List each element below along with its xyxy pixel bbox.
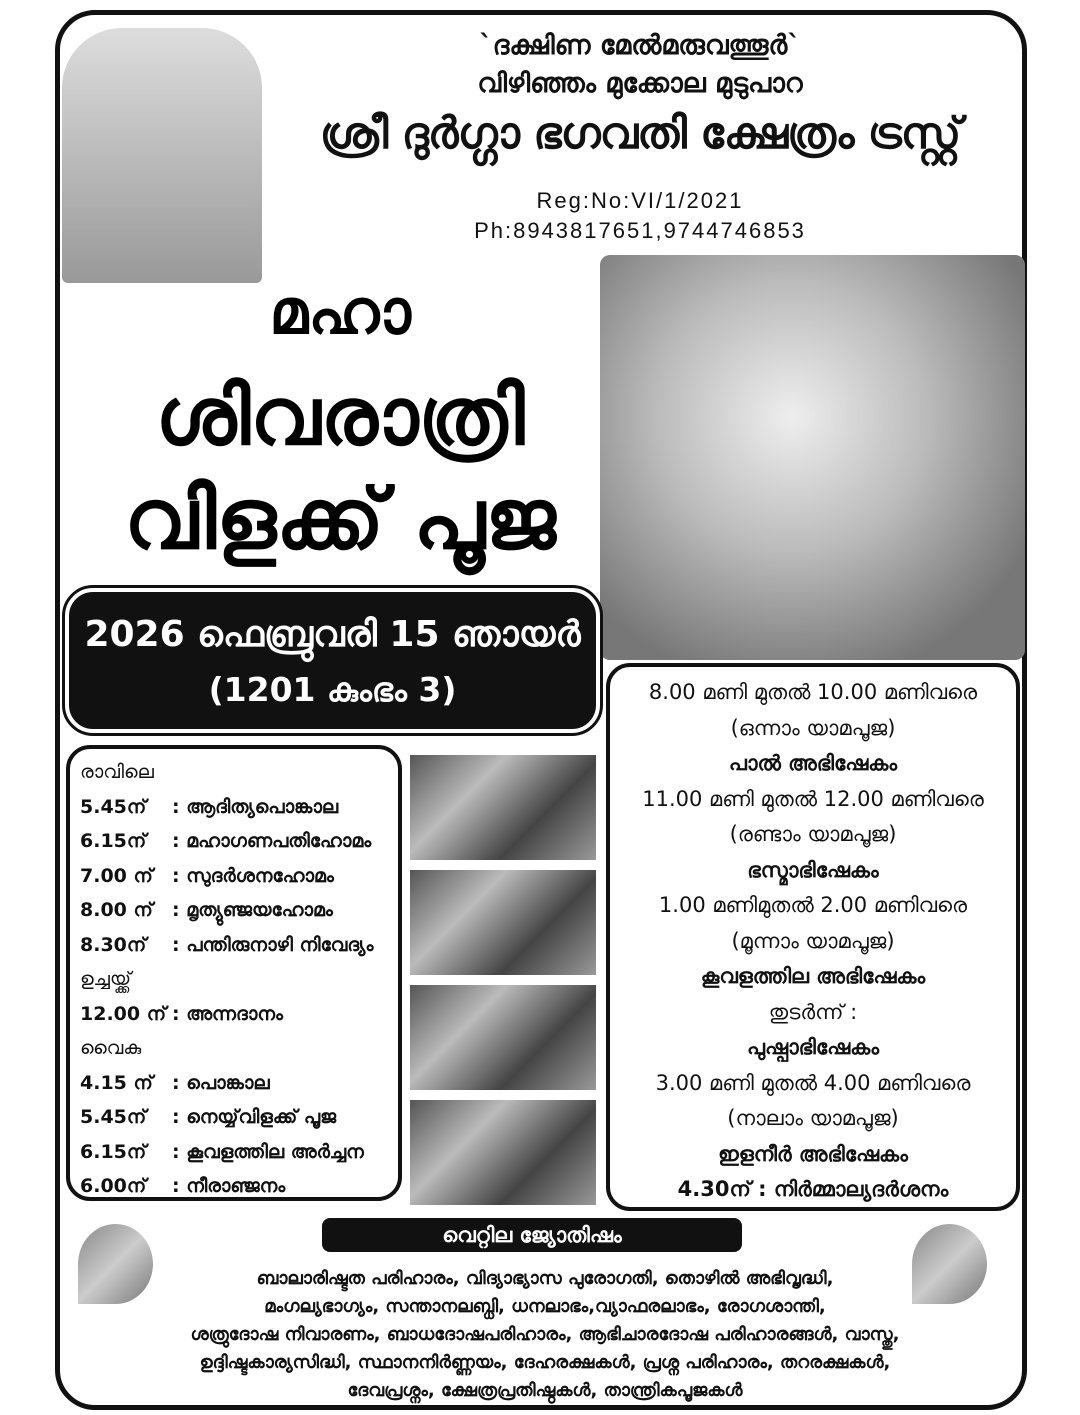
night-schedule-line: 4.30ന് : നിർമ്മാല്യദർശനം — [677, 1177, 949, 1201]
vettila-heading: വെറ്റില ജ്യോതിഷം — [322, 1218, 742, 1252]
schedule-event: : കൂവളത്തില അർച്ചന — [172, 1140, 364, 1163]
schedule-time: 12.00 ന് — [80, 1002, 167, 1025]
reg-number: Reg:No:VI/1/2021 — [536, 188, 744, 213]
night-schedule-line: (മൂന്നാം യാമപൂജ) — [731, 928, 895, 953]
ritual-photo — [410, 755, 596, 860]
schedule-row — [80, 893, 388, 928]
schedule-section: ഉച്ചയ്ക്ക് — [80, 968, 132, 991]
services-line: മംഗല്യഭാഗ്യം, സന്താനലബ്ധി, ധനലാഭം,വ്യാഫരലാഭം, രോഗശാന്തി, — [264, 1296, 826, 1317]
schedule-time: 6.00ന് — [80, 1175, 147, 1198]
night-schedule-line: പാൽ അഭിഷേകം — [728, 751, 898, 775]
schedule-time: 4.15 ന് — [80, 1071, 153, 1094]
night-schedule-line: പുഷ്പാഭിഷേകം — [746, 1035, 879, 1059]
header-line2: വിഴിഞ്ഞം മുക്കോല മുടുപാറ — [477, 68, 803, 99]
night-schedule-line: 8.00 മണി മുതൽ 10.00 മണിവരെ — [648, 680, 978, 704]
services-line: ശത്രുദോഷ നിവാരണം, ബാധദോഷപരിഹാരം, ആഭിചാരദോഷ പരിഹാരങ്ങൾ, വാസ്തു, — [190, 1324, 900, 1345]
services-list — [70, 1265, 1020, 1405]
night-schedule-line: ഇളനീർ അഭിഷേകം — [718, 1141, 908, 1166]
title-line2: ശിവരാത്രി — [155, 370, 525, 463]
schedule-time: 5.45ന് — [80, 1106, 147, 1129]
phone-numbers: Ph:8943817651,9744746853 — [474, 218, 806, 243]
schedule-time: 8.00 ന് — [80, 899, 153, 922]
schedule-row — [80, 790, 388, 825]
night-schedule-line: (രണ്ടാം യാമപൂജ) — [729, 822, 897, 846]
title-line1: മഹാ — [269, 275, 411, 348]
schedule-row — [80, 824, 388, 859]
schedule-time: 6.15ന് — [80, 1140, 147, 1163]
schedule-row — [80, 1066, 388, 1101]
day-schedule — [66, 745, 402, 1201]
trust-name: ശ്രീ ദുർഗ്ഗാ ഭഗവതി ക്ഷേത്രം ട്രസ്റ്റ് — [319, 108, 961, 159]
schedule-time: 5.45ന് — [80, 795, 147, 818]
schedule-event: : അന്നദാനം — [172, 1002, 283, 1025]
night-schedule-line: തുടർന്ന് : — [768, 999, 858, 1024]
photo-column — [410, 755, 596, 1215]
schedule-row — [80, 928, 388, 963]
date-box — [65, 588, 600, 733]
schedule-time: 7.00 ന് — [80, 864, 153, 887]
schedule-section: വൈകു — [80, 1037, 142, 1060]
night-schedule-line: കൂവളത്തില അഭിഷേകം — [700, 964, 926, 988]
header-line1: `ദക്ഷിണ മേൽമരുവത്തൂർ` — [479, 30, 801, 61]
malayalam-date: (1201 കുംഭം 3) — [208, 670, 457, 709]
schedule-event: : നെയ്യ്‌വിളക്ക് പൂജ — [172, 1106, 337, 1129]
schedule-event: : പൊങ്കാല — [172, 1071, 270, 1094]
services-line: ബാലാരിഷ്ടത പരിഹാരം, വിദ്യാഭ്യാസ പുരോഗതി, തൊഴിൽ അഭിവൃദ്ധി, — [256, 1268, 834, 1289]
schedule-event: : നീരാഞ്ജനം — [172, 1175, 286, 1198]
title-line3: വിളക്ക് പൂജ — [124, 470, 556, 568]
schedule-event: : സുദർശനഹോമം — [172, 864, 334, 887]
schedule-row — [80, 997, 388, 1032]
night-schedule-line: 11.00 മണി മുതൽ 12.00 മണിവരെ — [642, 786, 984, 811]
schedule-time: 6.15ന് — [80, 830, 147, 853]
goddess-image — [62, 28, 262, 283]
schedule-time: 8.30ന് — [80, 933, 147, 956]
schedule-event: : മൃത്യുഞ്ജയഹോമം — [172, 899, 333, 922]
ritual-photo — [410, 1100, 596, 1205]
schedule-row — [80, 1135, 388, 1170]
event-date: 2026 ഫെബ്രുവരി 15 ഞായർ — [84, 614, 581, 655]
services-line: ഉദ്ദിഷ്ടകാര്യസിദ്ധി, സ്ഥാനനിർണ്ണയം, ദേഹരക്ഷകൾ, പ്രശ്ന പരിഹാരം, തറരക്ഷകൾ, — [199, 1352, 891, 1373]
ritual-photo — [410, 870, 596, 975]
schedule-row — [80, 1169, 388, 1204]
ritual-photo — [410, 985, 596, 1090]
night-schedule-line: (നാലാം യാമപൂജ) — [727, 1106, 899, 1130]
schedule-event: : ആദിത്യപൊങ്കാല — [172, 795, 339, 818]
services-line: ദേവപ്രശ്നം, ക്ഷേത്രപ്രതിഷ്ഠകൾ, താന്ത്രികപൂജകൾ — [347, 1380, 743, 1401]
schedule-event: : പന്തിരുനാഴി നിവേദ്യം — [172, 933, 374, 956]
schedule-row — [80, 1100, 388, 1135]
night-schedule-line: ഭസ്മാഭിഷേകം — [747, 857, 879, 882]
schedule-row — [80, 859, 388, 894]
shiva-image — [600, 255, 1025, 660]
schedule-section: രാവിലെ — [80, 761, 154, 784]
night-schedule-line: 1.00 മണിമുതൽ 2.00 മണിവരെ — [658, 893, 968, 917]
night-schedule — [606, 663, 1020, 1211]
night-schedule-line: 3.00 മണി മുതൽ 4.00 മണിവരെ — [655, 1070, 971, 1095]
schedule-event: : മഹാഗണപതിഹോമം — [172, 830, 372, 853]
night-schedule-line: (ഒന്നാം യാമപൂജ) — [730, 715, 896, 740]
